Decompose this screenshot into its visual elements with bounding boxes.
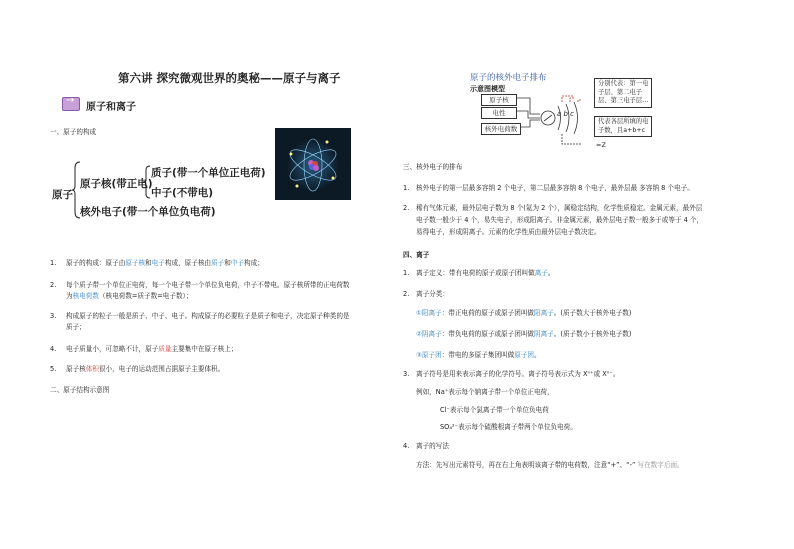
text-segment: ①阳离子 [416,309,442,317]
diagram-title: 原子的核外电子排布 [470,73,547,83]
text-segment: 。(质子数小于核外电子数) [553,330,632,338]
atom-list-item: 4. 电子质量小，可忽略不计，原子质量主要集中在原子核上； [50,345,238,353]
ion-list-item: 4. 离子的写法 [403,442,449,450]
diagram-note-count: 代表各层所填的电 子数，且a+b+c [594,116,652,137]
ion-list-item: 3. 离子符号是用来表示离子的化学符号。离子符号表示式为 Xⁿ⁺或 Xⁿ⁻。 [403,370,620,378]
diagram-note-layers: 分别代表：第一电 子层、第二电子 层、第三电子层… [594,78,652,108]
electron-list-item: 2. 稀有气体元素，最外层电子数为 8 个(氦为 2 个），属稳定结构，化学性质稳定。金属元素，最外层 电子数一般少于 4 个，易失电子，形成阳离子。非金属元素，最外层电子数一般多于或等于 4 个， 易得电子，形成阴离子。元素的化学性质由最外层电子数决定。 [403,204,704,236]
text-segment: ③原子团 [416,351,442,359]
ion-example: Cl⁻表示每个氯离子带一个单位负电荷 [440,406,549,414]
text-segment: 离子定义：带有电荷的原子或原子团叫做 [416,269,535,277]
text-segment: 构成，原子核由 [164,259,212,267]
text-segment: 构成； [244,259,264,267]
ion-subtype-cation [416,308,631,318]
ion-example: SO₄²⁻表示每个硫酸根离子带两个单位负电荷。 [440,423,577,431]
diagram-box-charge: 电性 [481,107,517,119]
text-segment: 原子团 [514,351,535,359]
text-segment: 。(质子数大于核外电子数) [553,309,632,317]
electron-list-item: 1. 核外电子的第一层最多容纳 2 个电子，第二层最多容纳 8 个电子，最外层最 多容纳 8 个电子。 [403,184,694,192]
text-segment: 阴离子 [534,330,554,338]
text-segment: 体积 [85,365,99,373]
text-segment: 为 [66,292,73,300]
diagram-box-nucleus: 原子核 [481,94,517,106]
text-segment: 每个质子带一个单位正电荷，每一个电子带一个单位负电荷，中子不带电。原子核所带的正电荷数 [66,281,350,289]
text-segment: 主要集中在原子核上； [171,345,238,353]
text-segment: （核电荷数=质子数=电子数）； [98,292,193,300]
heading-structure-diagram: 二、原子结构示意图 [50,386,110,394]
section-arrow-icon [62,97,80,111]
text-segment: 质子 [211,259,225,267]
text-segment: ：带正电荷的原子或原子团叫做 [441,309,535,317]
atom-list-item: 1. 原子的构成：原子由原子核和电子构成，原子核由质子和中子构成； [50,259,264,267]
ion-subtype-group [416,350,541,360]
text-segment: 原子核 [66,365,86,373]
atom-list-item: 5. 原子核体积很小，电子的运动范围占据原子主要体积。 [50,365,225,373]
structure-electron: 核外电子(带一个单位负电荷) [80,206,216,218]
text-segment: 中子 [230,259,245,267]
text-segment: 核电荷数 [72,292,99,300]
structure-root: 原子 [52,189,73,201]
text-segment: 。 [547,269,555,277]
heading-ions: 四、离子 [403,251,430,259]
text-segment: 离子 [534,269,548,277]
text-segment: 原子的构成：原子由 [66,259,126,267]
text-segment: 构成原子的粒子一般是质子、中子、电子。构成原子的必要粒子是质子和电子，决定原子种类的是 [66,312,350,320]
text-segment: 和 [224,259,231,267]
text-segment: 电子 [151,259,165,267]
atom-image [275,128,351,200]
text-segment: 质子； [66,323,86,331]
text-segment: 质量 [158,345,172,353]
diagram-abc: a b c [557,110,575,118]
text-segment: ：带负电荷的原子或原子团叫做 [441,330,535,338]
ion-example: 例如，Na⁺表示每个钠离子带一个单位正电荷， [416,388,554,396]
text-segment: 和 [145,259,152,267]
structure-proton: 质子(带一个单位正电荷) [151,167,266,179]
text-segment: 。 [534,351,541,359]
heading-electron-arrangement: 三、核外电子的排布 [403,163,463,171]
ion-list-item: 2. 离子分类： [403,290,449,298]
text-segment: 很小，电子的运动范围占据原子主要体积。 [98,365,225,373]
structure-nucleus: 原子核(带正电) [80,178,153,190]
section-title: 原子和离子 [86,102,136,113]
brace-icon [143,165,151,199]
diagram-box-nuclear-charge: 核外电荷数 [481,123,521,135]
atom-list-item: 3. 构成原子的粒子一般是质子、中子、电子。构成原子的必要粒子是质子和电子，决定原子种类的是 质子； [50,312,350,331]
heading-atom-structure: 一、原子的构成 [50,128,97,136]
text-segment: ②阴离子 [416,330,442,338]
text-segment: ：带电的多原子集团叫做 [441,351,515,359]
page-title: 第六讲 探究微观世界的奥秘——原子与离子 [118,71,341,85]
text-segment: 电子质量小，可忽略不计，原子 [66,345,159,353]
ion-writing-method: 方法：先写出元素符号，再在右上角表明该离子带的电荷数，注意“+”、“-” 写在数字后面。 [416,461,684,469]
structure-neutron: 中子(不带电) [151,187,214,199]
text-segment: 阳离子 [534,309,554,317]
ion-list-item: 1. 离子定义：带有电荷的原子或原子团叫做离子。 [403,269,555,277]
ion-subtype-anion [416,329,631,339]
diagram-model-label: 示意图模型 [470,85,505,93]
text-segment: 原子核 [125,259,146,267]
diagram-note-z: =Z [596,141,606,149]
atom-list-item: 2. 每个质子带一个单位正电荷，每一个电子带一个单位负电荷，中子不带电。原子核所带的正电荷数 为核电荷数（核电荷数=质子数=电子数）； [50,281,350,300]
